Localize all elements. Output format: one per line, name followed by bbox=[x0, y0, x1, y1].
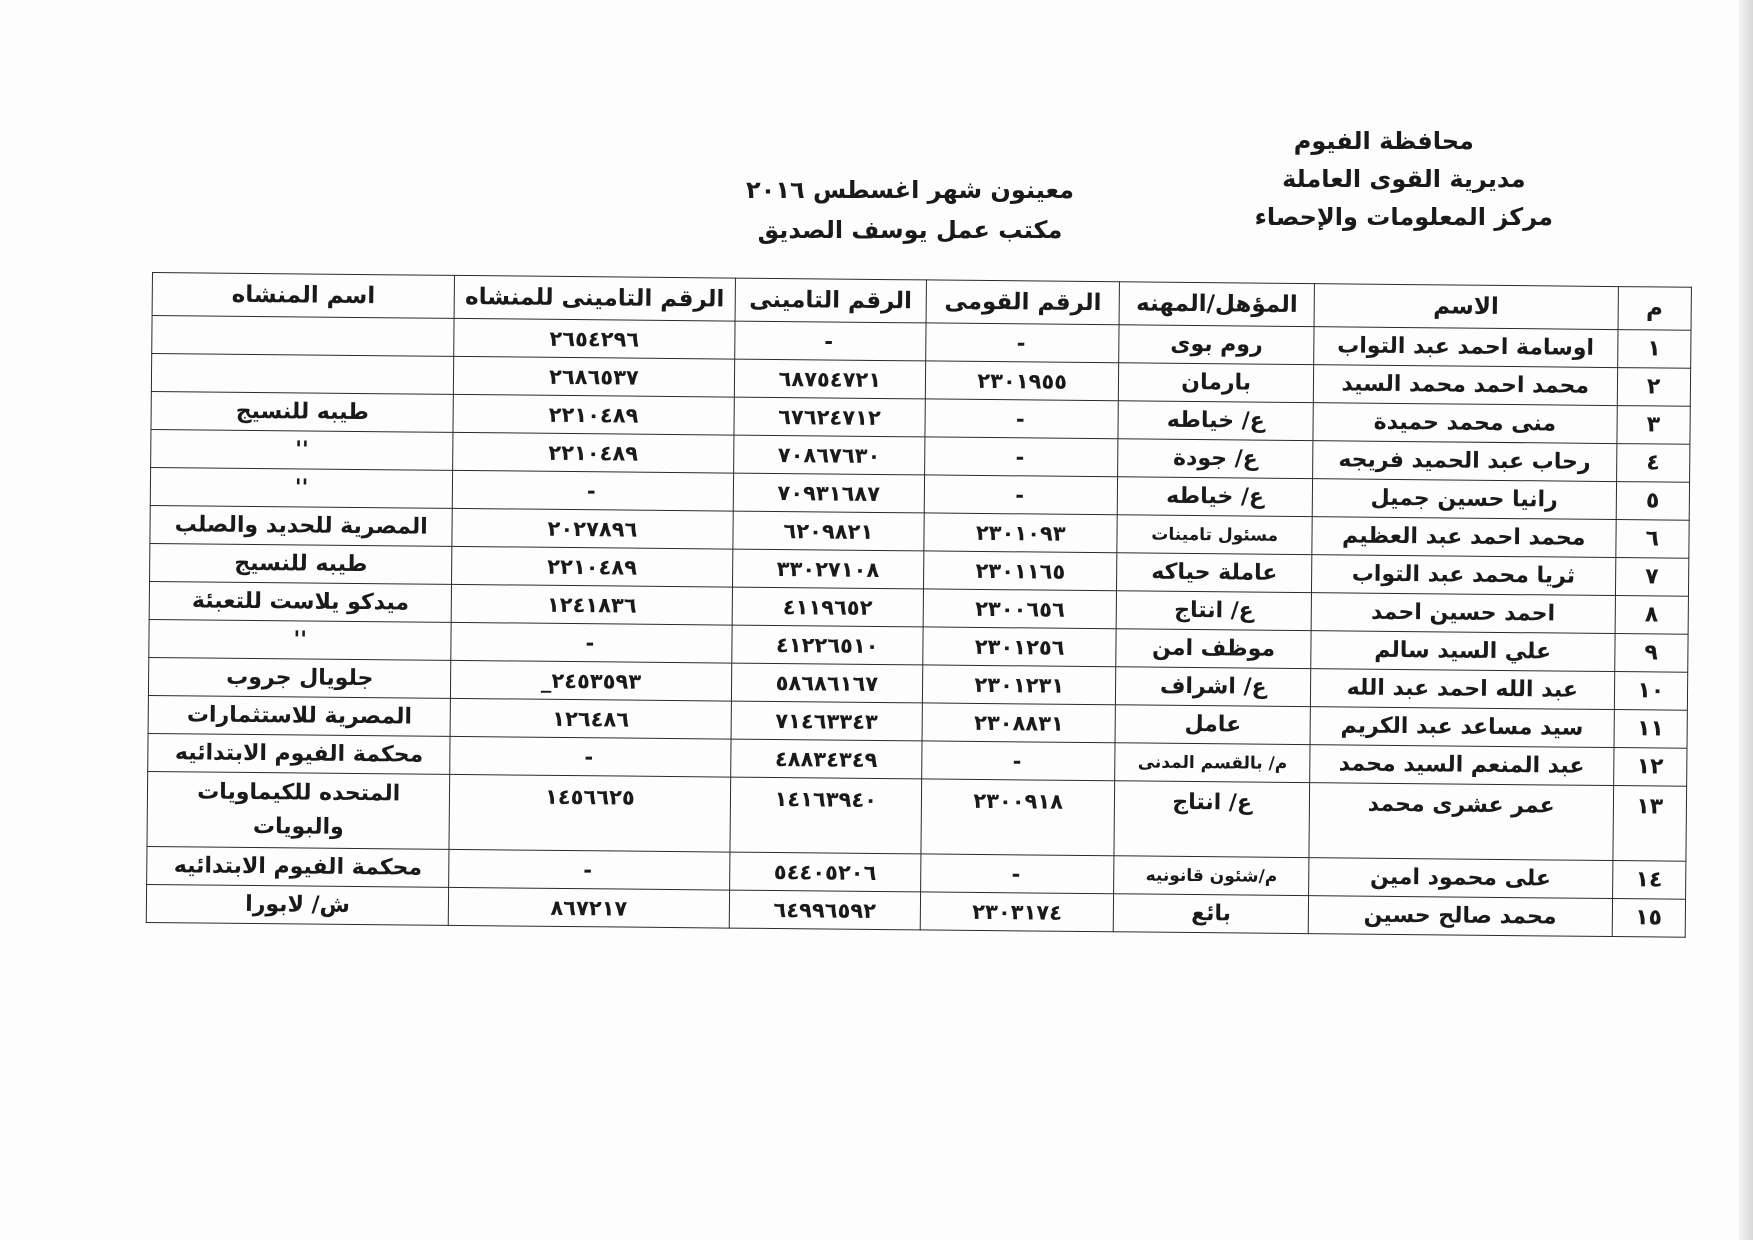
row-name: محمد صالح حسين bbox=[1308, 896, 1612, 937]
row-national-number: - bbox=[925, 437, 1119, 477]
row-index: ١٢ bbox=[1613, 748, 1687, 787]
row-name: سيد مساعد عبد الكريم bbox=[1310, 707, 1614, 748]
row-index: ١٤ bbox=[1612, 861, 1686, 900]
row-index: ١٥ bbox=[1612, 899, 1686, 938]
row-establishment-insurance: - bbox=[450, 736, 731, 777]
row-insurance-number: ٦٢٠٩٨٢١ bbox=[732, 511, 924, 551]
row-establishment-name: '' bbox=[149, 619, 452, 660]
row-establishment-name: محكمة الفيوم الابتدائيه bbox=[147, 846, 450, 887]
appointees-title: معينون شهر اغسطس ٢٠١٦ bbox=[746, 176, 1074, 204]
office-title: مكتب عمل يوسف الصديق bbox=[757, 216, 1063, 244]
row-establishment-name bbox=[152, 316, 455, 357]
row-insurance-number: ٧١٤٦٣٣٤٣ bbox=[731, 701, 923, 741]
appointees-table bbox=[146, 272, 1692, 938]
row-establishment-insurance: ١٤٥٦٦٢٥ bbox=[449, 774, 730, 852]
row-name: عمر عشرى محمد bbox=[1309, 783, 1613, 861]
row-national-number: ٢٣٠١٢٥٦ bbox=[923, 627, 1117, 667]
row-establishment-insurance: ٢٦٥٤٢٩٦ bbox=[454, 318, 735, 359]
row-national-number: ٢٣٠١٠٩٣ bbox=[924, 513, 1118, 553]
row-index: ٨ bbox=[1615, 596, 1689, 635]
col-header-name: الاسم bbox=[1314, 284, 1618, 330]
row-insurance-number: ٤٨٨٣٤٣٤٩ bbox=[730, 739, 922, 779]
row-insurance-number: ٦٤٩٩٦٥٩٢ bbox=[729, 890, 921, 930]
row-establishment-name: المتحده للكيماويات والبويات bbox=[147, 771, 450, 849]
row-establishment-insurance: ٢٦٨٦٥٣٧ bbox=[454, 356, 735, 397]
row-national-number: ٢٣٠٨٨٣١ bbox=[922, 703, 1116, 743]
col-header-qualification: المؤهل/المهنه bbox=[1119, 282, 1314, 327]
row-name: على محمود امين bbox=[1309, 858, 1613, 899]
row-qualification: بارمان bbox=[1119, 363, 1314, 403]
report-title bbox=[740, 170, 1080, 250]
row-insurance-number: - bbox=[734, 321, 926, 361]
row-name: منى محمد حميدة bbox=[1313, 403, 1617, 444]
row-establishment-insurance: ٢٠٢٧٨٩٦ bbox=[452, 508, 733, 549]
appointees-table-wrap bbox=[146, 272, 1692, 938]
row-index: ٦ bbox=[1615, 520, 1689, 559]
row-insurance-number: ٧٠٩٣١٦٨٧ bbox=[733, 473, 925, 513]
row-national-number: - bbox=[921, 854, 1115, 894]
row-name: محمد احمد محمد السيد bbox=[1313, 365, 1617, 406]
row-national-number: - bbox=[922, 741, 1116, 781]
row-national-number: ٢٣٠٣١٧٤ bbox=[920, 892, 1114, 932]
row-qualification: بائع bbox=[1114, 894, 1309, 934]
row-establishment-name: المصرية للاستثمارات bbox=[148, 695, 451, 736]
row-insurance-number: ٤١١٩٦٥٢ bbox=[732, 587, 924, 627]
row-qualification: مسئول تامينات bbox=[1117, 515, 1312, 555]
row-national-number: ٢٣٠١٢٣١ bbox=[923, 665, 1117, 705]
row-qualification: عاملة حياكه bbox=[1117, 553, 1312, 593]
row-qualification: م/ بالقسم المدنى bbox=[1115, 743, 1310, 783]
row-index: ٥ bbox=[1616, 482, 1690, 521]
row-national-number: ٢٣٠٠٩١٨ bbox=[921, 779, 1115, 856]
row-name: عبد الله احمد عبد الله bbox=[1310, 669, 1614, 710]
row-establishment-name bbox=[151, 354, 454, 395]
row-insurance-number: ٤١٢٢٦٥١٠ bbox=[731, 625, 923, 665]
row-name: ثريا محمد عبد التواب bbox=[1312, 555, 1616, 596]
row-qualification: ع/ جودة bbox=[1118, 439, 1313, 479]
row-qualification: ع/ انتاج bbox=[1114, 781, 1309, 858]
governorate-title: محافظة الفيوم bbox=[1293, 127, 1474, 155]
row-establishment-insurance: - bbox=[449, 849, 730, 890]
row-national-number: - bbox=[926, 323, 1120, 363]
row-insurance-number: ٣٣٠٢٧١٠٨ bbox=[732, 549, 924, 589]
row-establishment-insurance: ١٢٦٤٨٦ bbox=[450, 698, 731, 739]
row-name: احمد حسين احمد bbox=[1311, 593, 1615, 634]
center-title: مركز المعلومات والإحصاء bbox=[1254, 203, 1553, 231]
directorate-title: مديرية القوى العاملة bbox=[1282, 165, 1526, 193]
row-index: ١٠ bbox=[1614, 672, 1688, 711]
row-name: علي السيد سالم bbox=[1311, 631, 1615, 672]
row-index: ٢ bbox=[1617, 368, 1691, 407]
row-establishment-name: محكمة الفيوم الابتدائيه bbox=[148, 733, 451, 774]
row-insurance-number: ٦٨٧٥٤٧٢١ bbox=[734, 359, 926, 399]
col-header-establishment-name: اسم المنشاه bbox=[152, 273, 455, 319]
table-body bbox=[146, 316, 1691, 938]
row-index: ٩ bbox=[1614, 634, 1688, 673]
row-qualification: روم بوى bbox=[1119, 325, 1314, 365]
row-establishment-insurance: - bbox=[451, 622, 732, 663]
row-insurance-number: ٧٠٨٦٧٦٣٠ bbox=[733, 435, 925, 475]
row-national-number: - bbox=[925, 399, 1119, 439]
row-qualification: عامل bbox=[1115, 705, 1310, 745]
row-establishment-insurance: ٢٤٥٣٥٩٣_ bbox=[451, 660, 732, 701]
col-header-establishment-insurance: الرقم التامينى للمنشاه bbox=[454, 275, 735, 321]
row-qualification: م/شئون قانونيه bbox=[1114, 856, 1309, 896]
row-establishment-name: ش/ لابورا bbox=[146, 884, 449, 925]
row-establishment-name: طيبه للنسيج bbox=[151, 391, 454, 432]
row-index: ١٣ bbox=[1612, 786, 1686, 862]
row-index: ١١ bbox=[1614, 710, 1688, 749]
row-insurance-number: ٥٤٤٠٥٢٠٦ bbox=[729, 852, 921, 892]
row-name: اوسامة احمد عبد التواب bbox=[1314, 327, 1618, 368]
row-establishment-insurance: ٢٢١٠٤٨٩ bbox=[452, 546, 733, 587]
row-establishment-name: جلويال جروب bbox=[148, 657, 451, 698]
row-name: محمد احمد عبد العظيم bbox=[1312, 517, 1616, 558]
row-establishment-name: '' bbox=[151, 429, 454, 470]
row-national-number: ٢٣٠١١٦٥ bbox=[924, 551, 1118, 591]
row-insurance-number: ١٤١٦٣٩٤٠ bbox=[729, 777, 921, 854]
row-national-number: ٢٣٠٠٦٥٦ bbox=[923, 589, 1117, 629]
row-index: ٤ bbox=[1616, 444, 1690, 483]
row-index: ٣ bbox=[1616, 406, 1690, 445]
row-establishment-name: '' bbox=[150, 467, 453, 508]
row-establishment-insurance: ٢٢١٠٤٨٩ bbox=[453, 394, 734, 435]
row-establishment-insurance: ٢٢١٠٤٨٩ bbox=[453, 432, 734, 473]
row-name: رانيا حسين جميل bbox=[1312, 479, 1616, 520]
row-national-number: - bbox=[924, 475, 1118, 515]
row-name: عبد المنعم السيد محمد bbox=[1310, 745, 1614, 786]
issuer-header bbox=[1255, 122, 1553, 236]
row-qualification: موظف امن bbox=[1116, 629, 1311, 669]
row-qualification: ع/ خياطه bbox=[1118, 401, 1313, 441]
row-qualification: ع/ انتاج bbox=[1116, 591, 1311, 631]
row-insurance-number: ٥٨٦٨٦١٦٧ bbox=[731, 663, 923, 703]
row-index: ٧ bbox=[1615, 558, 1689, 597]
row-insurance-number: ٦٧٦٢٤٧١٢ bbox=[733, 397, 925, 437]
row-qualification: ع/ خياطه bbox=[1118, 477, 1313, 517]
row-qualification: ع/ اشراف bbox=[1116, 667, 1311, 707]
row-establishment-name: طيبه للنسيج bbox=[150, 543, 453, 584]
row-establishment-name: المصرية للحديد والصلب bbox=[150, 505, 453, 546]
row-index: ١ bbox=[1617, 330, 1691, 369]
col-header-index: م bbox=[1618, 287, 1692, 331]
row-establishment-name: ميدكو يلاست للتعبئة bbox=[149, 581, 452, 622]
page-edge-shadow bbox=[1739, 0, 1753, 1240]
row-name: رحاب عبد الحميد فريجه bbox=[1313, 441, 1617, 482]
row-national-number: ٢٣٠١٩٥٥ bbox=[925, 361, 1119, 401]
col-header-insurance-number: الرقم التامينى bbox=[735, 278, 927, 323]
col-header-national-number: الرقم القومى bbox=[926, 280, 1120, 325]
row-establishment-insurance: ٨٦٧٢١٧ bbox=[449, 887, 730, 928]
row-establishment-insurance: - bbox=[453, 470, 734, 511]
row-establishment-insurance: ١٢٤١٨٣٦ bbox=[451, 584, 732, 625]
